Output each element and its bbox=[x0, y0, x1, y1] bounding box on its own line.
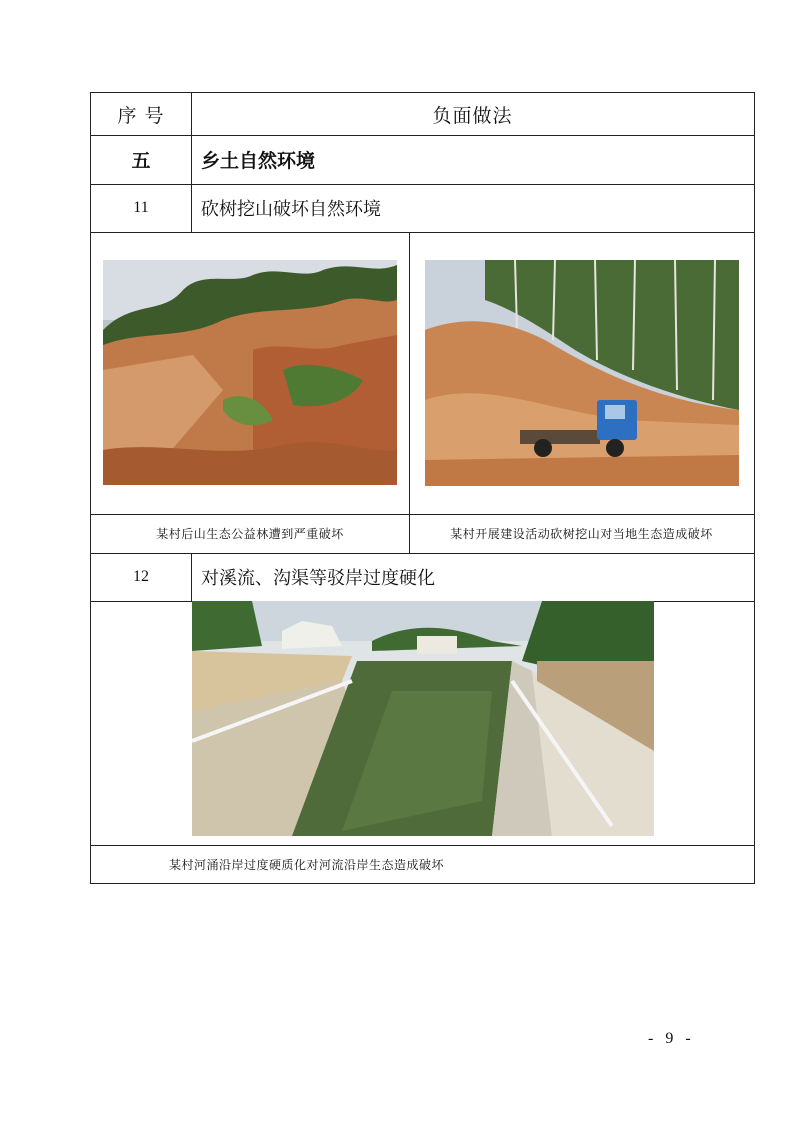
row-divider bbox=[91, 232, 754, 233]
item-title: 对溪流、沟渠等驳岸过度硬化 bbox=[201, 568, 435, 589]
truck-excavation-photo bbox=[425, 260, 739, 486]
photo-caption: 某村后山生态公益林遭到严重破坏 bbox=[156, 527, 344, 541]
item-number: 11 bbox=[133, 199, 149, 216]
section-number: 五 bbox=[131, 150, 151, 172]
item-title: 砍树挖山破坏自然环境 bbox=[201, 199, 381, 220]
photo-caption: 某村河涌沿岸过度硬质化对河流沿岸生态造成破坏 bbox=[169, 857, 445, 872]
section-title: 乡土自然环境 bbox=[201, 150, 316, 172]
page-number: - 9 - bbox=[648, 1030, 695, 1047]
concrete-channel-photo bbox=[192, 601, 654, 836]
header-practice: 负面做法 bbox=[432, 104, 513, 127]
negative-practices-table bbox=[90, 92, 755, 884]
header-number: 序 号 bbox=[117, 104, 165, 127]
column-divider bbox=[409, 232, 410, 553]
photo-caption: 某村开展建设活动砍树挖山对当地生态造成破坏 bbox=[450, 527, 713, 541]
eroded-hillside-photo bbox=[103, 260, 397, 485]
item-number: 12 bbox=[133, 568, 149, 585]
